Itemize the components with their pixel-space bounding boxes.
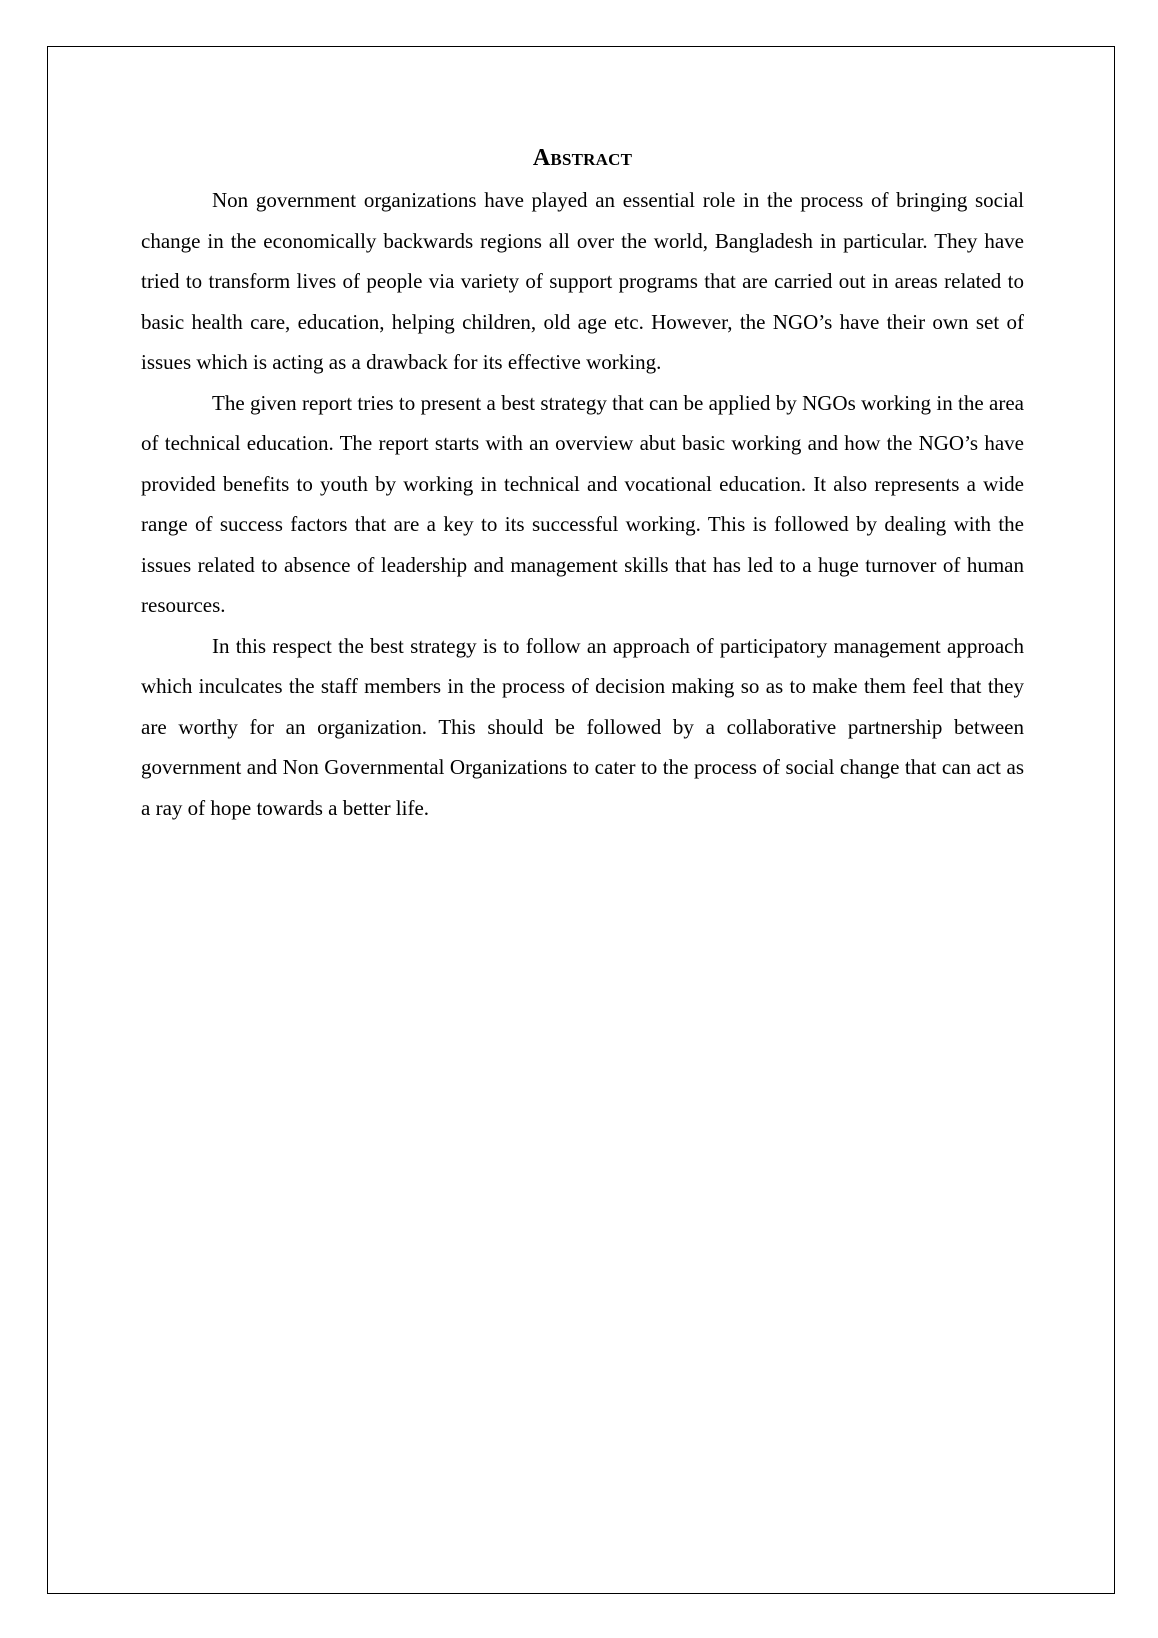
abstract-paragraph-3: In this respect the best strategy is to follow an approach of participatory management approach which inculcates the staff members in the process of decision making so as to make them feel that they are worthy for an organization. This should be followed by a collaborative partnership between government and Non Governmental Organizations to cater to the process of social change that can act as a ray of hope towards a better life.	[141, 633, 1024, 820]
abstract-paragraph-2: The given report tries to present a best strategy that can be applied by NGOs working in the area of technical education. The report starts with an overview abut basic working and how the NGO’s have provided benefits to youth by working in technical and vocational education. It also represents a wide range of success factors that are a key to its successful working. This is followed by dealing with the issues related to absence of leadership and management skills that has led to a huge turnover of human resources.	[141, 390, 1024, 617]
abstract-paragraph-1: Non government organizations have played an essential role in the process of bringing social change in the economically backwards regions all over the world, Bangladesh in particular. They have tried to transform lives of people via variety of support programs that are carried out in areas related to basic health care, education, helping children, old age etc. However, the NGO’s have their own set of issues which is acting as a drawback for its effective working.	[141, 188, 1024, 374]
abstract-heading: Abstract	[532, 145, 633, 171]
document-body	[141, 138, 1024, 828]
